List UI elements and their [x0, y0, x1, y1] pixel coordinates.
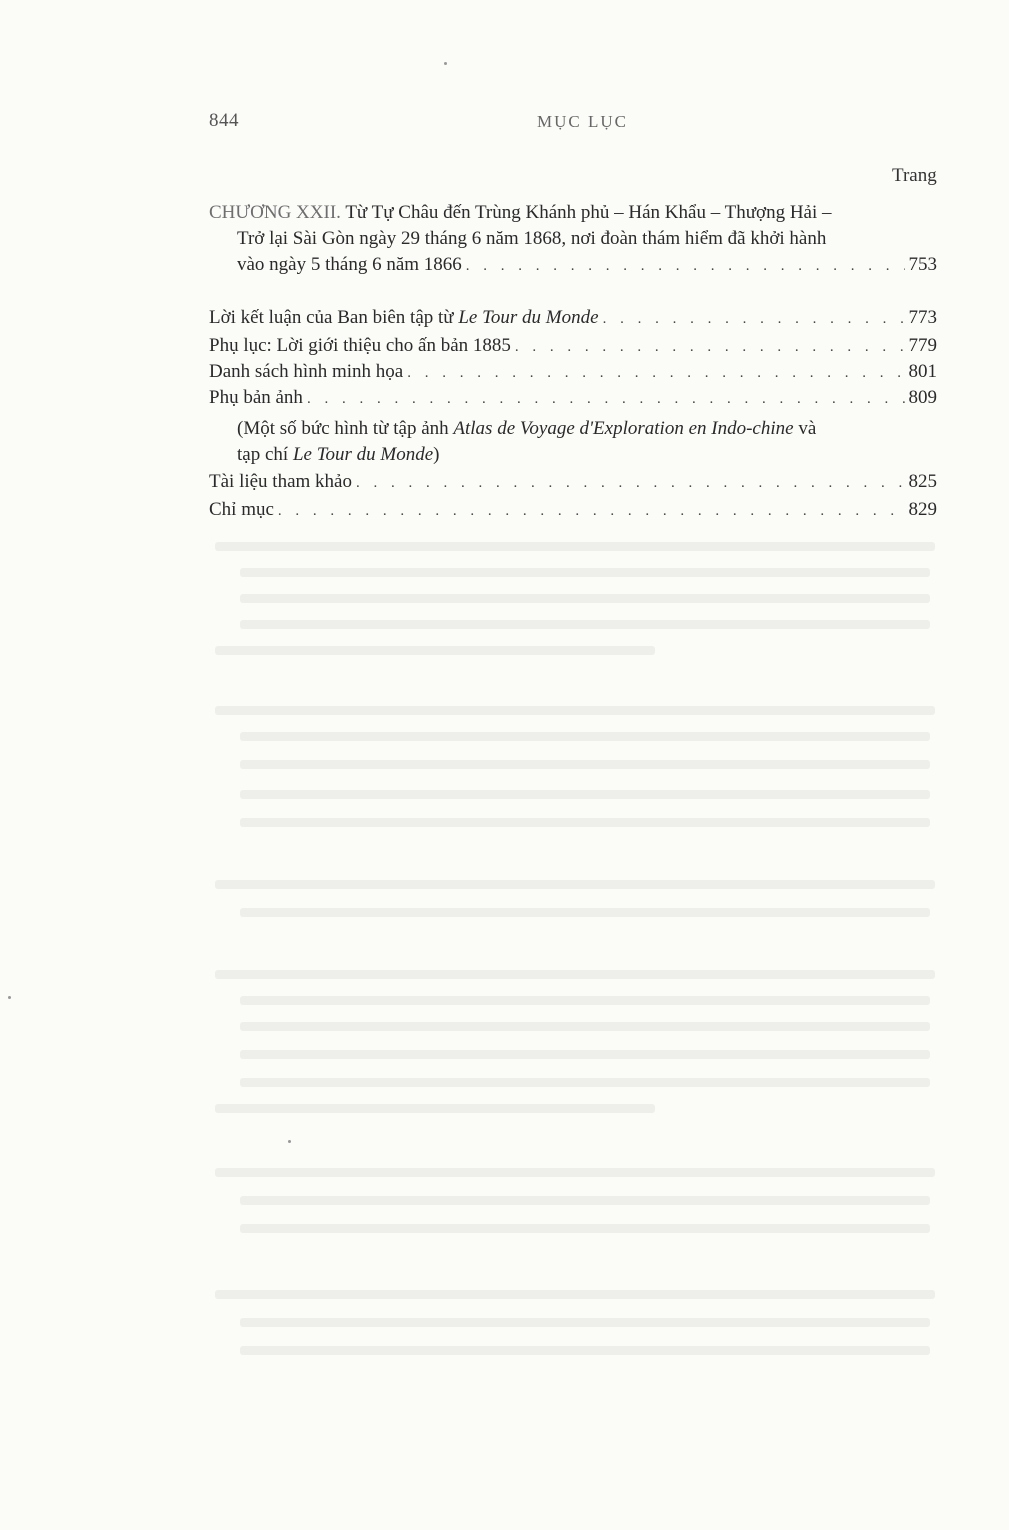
chapter-title-line: vào ngày 5 tháng 6 năm 1866	[237, 254, 462, 275]
toc-entry-photo-plates	[209, 385, 937, 468]
page-ref: 801	[908, 361, 937, 382]
photo-plates-note: (Một số bức hình từ tập ảnh Atlas de Voyage d'Exploration en Indo-chine và tạp chí Le Tour du Monde)	[237, 418, 817, 465]
dot-leader	[278, 498, 905, 524]
dot-leader	[407, 360, 904, 386]
dot-leader	[515, 334, 905, 360]
toc-entry-illustrations	[209, 359, 937, 386]
entry-text: Lời kết luận của Ban biên tập từ	[209, 307, 459, 328]
entry-text: Tài liệu tham khảo	[209, 471, 352, 492]
chapter-label: CHƯƠNG XXII.	[209, 202, 341, 223]
entry-text: Phụ lục: Lời giới thiệu cho ấn bản 1885	[209, 335, 511, 356]
page-ref: 825	[908, 471, 937, 492]
toc-entry-references	[209, 469, 937, 496]
page-ref: 809	[908, 387, 937, 408]
chapter-title-line: Từ Tự Châu đến Trùng Khánh phủ – Hán Khẩu – Thượng Hải –	[345, 202, 832, 223]
dot-leader	[356, 470, 905, 496]
page-ref: 779	[908, 335, 937, 356]
toc-entry-line	[209, 252, 937, 279]
entry-italic-text: Le Tour du Monde	[458, 307, 599, 328]
toc-entry-conclusion	[209, 305, 937, 332]
dot-leader	[307, 386, 905, 412]
dot-leader	[466, 253, 905, 279]
page-ref: 829	[908, 499, 937, 520]
paper-speck	[444, 62, 447, 65]
chapter-title-line: Trở lại Sài Gòn ngày 29 tháng 6 năm 1868, nơi đoàn thám hiểm đã khởi hành	[237, 228, 827, 249]
page-ref: 773	[908, 307, 937, 328]
entry-text: Danh sách hình minh họa	[209, 361, 404, 382]
page-number: 844	[209, 110, 239, 131]
toc-entry-line	[209, 200, 937, 226]
page-ref: 753	[908, 254, 937, 275]
paper-speck	[288, 1140, 291, 1143]
page-column-label: Trang	[892, 165, 937, 186]
entry-text: Phụ bản ảnh	[209, 387, 303, 408]
paper-speck	[8, 996, 11, 999]
page-title: MỤC LỤC	[537, 112, 628, 131]
entry-text: Chỉ mục	[209, 499, 274, 520]
toc-entry-index	[209, 497, 937, 524]
dot-leader	[603, 306, 905, 332]
toc-entry-appendix	[209, 333, 937, 360]
toc-entry-chapter-22	[209, 200, 937, 279]
